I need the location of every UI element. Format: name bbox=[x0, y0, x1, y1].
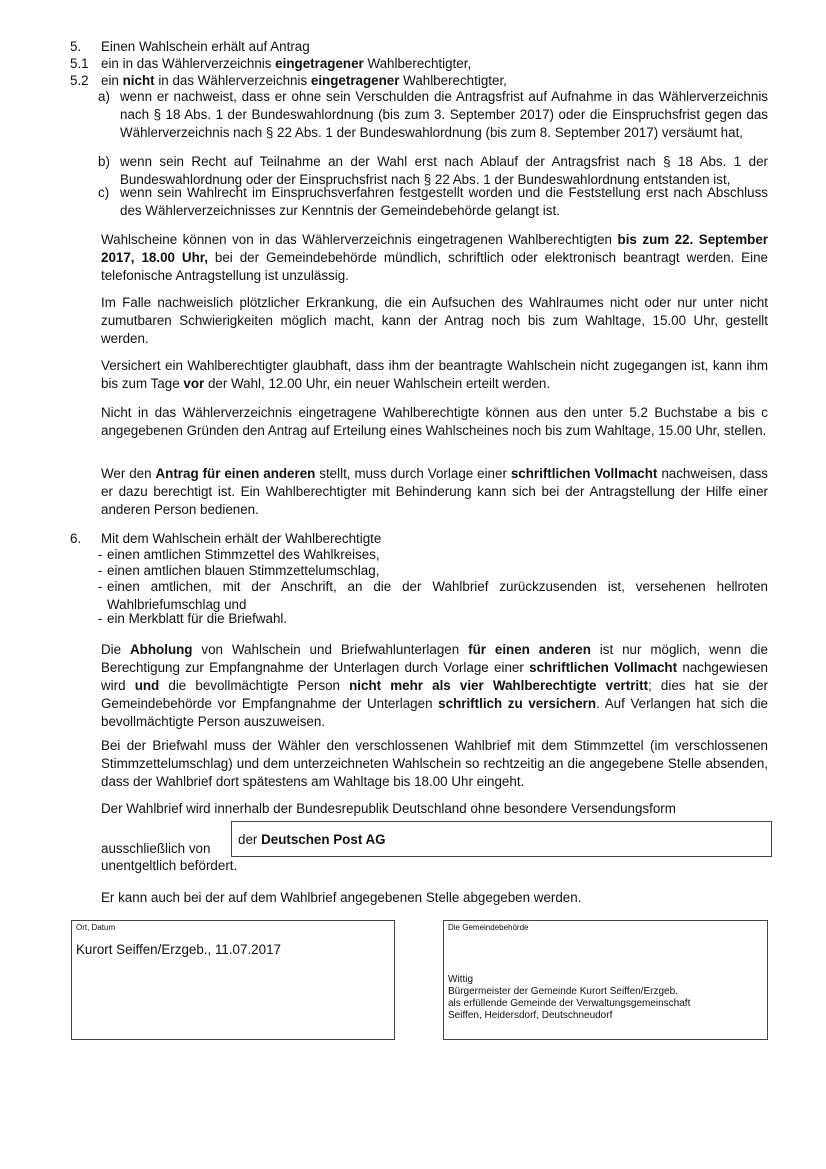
paragraph-drop-off: Er kann auch bei der auf dem Wahlbrief angegebenen Stelle abgegeben werden. bbox=[101, 890, 582, 905]
item-label-c: c) bbox=[98, 185, 110, 200]
carrier-text: der Deutschen Post AG bbox=[238, 832, 386, 847]
paragraph-delivery: Der Wahlbrief wird innerhalb der Bundesrepublik Deutschland ohne besondere Versendungsform bbox=[101, 801, 676, 816]
item-text-b: wenn sein Recht auf Teilnahme an der Wahl erst nach Ablauf der Antragsfrist nach § 18 Abs. 1 der Bundeswahlordnung oder der Einspruchsfrist nach § 22 Abs. 1 der Bundeswahlordnung entstanden ist, bbox=[120, 154, 768, 187]
place-date-box bbox=[71, 920, 395, 1040]
paragraph-not-registered: Nicht in das Wählerverzeichnis eingetragene Wahlberechtigte können aus den unter 5.2 Buchstabe a bis c angegebenen Gründen den Antrag auf Erteilung eines Wahlscheines noch bis zum Wahltage, 15.00 Uhr, stellen. bbox=[101, 405, 768, 438]
section-number: 5. bbox=[70, 39, 82, 54]
signatory-title: Bürgermeister der Gemeinde Kurort Seiffen/Erzgeb. bbox=[448, 986, 678, 997]
authority-box bbox=[443, 920, 768, 1040]
section-text: ein in das Wählerverzeichnis eingetragener Wahlberechtigter, bbox=[101, 56, 472, 71]
paragraph-deadline: Wahlscheine können von in das Wählerverzeichnis eingetragenen Wahlberechtigten bis zum 22. September 2017, 18.00 Uhr, bei der Gemeindebehörde mündlich, schriftlich oder elektronisch beantragt werden. Eine telefonische Antragstellung ist unzulässig. bbox=[101, 232, 768, 283]
paragraph-illness: Im Falle nachweislich plötzlicher Erkrankung, die ein Aufsuchen des Wahlraumes nicht oder nur unter nicht zumutbaren Schwierigkeiten möglich macht, kann der Antrag noch bis zum Wahltage, 15.00 Uhr, gestellt werden. bbox=[101, 295, 768, 346]
section-title: Einen Wahlschein erhält auf Antrag bbox=[101, 39, 310, 54]
dash-item-envelope: einen amtlichen blauen Stimmzettelumschlag, bbox=[107, 563, 380, 578]
paragraph-replacement: Versichert ein Wahlberechtigter glaubhaft, dass ihm der beantragte Wahlschein nicht zugegangen ist, kann ihm bis zum Tage vor der Wahl, 12.00 Uhr, ein neuer Wahlschein erteilt werden. bbox=[101, 358, 768, 391]
paragraph-postal-vote: Bei der Briefwahl muss der Wähler den verschlossenen Wahlbrief mit dem Stimmzettel (im verschlossenen Stimmzettelumschlag) und dem unterzeichneten Wahlschein so rechtzeitig an die angegebene Stelle absenden, dass der Wahlbrief dort spätestens am Wahltage bis 18.00 Uhr eingeht. bbox=[101, 738, 768, 789]
free-delivery-text: unentgeltlich befördert. bbox=[101, 858, 238, 873]
signatory-name: Wittig bbox=[448, 974, 473, 985]
dash-bullet: - bbox=[98, 579, 103, 594]
section-text: ein nicht in das Wählerverzeichnis eingetragener Wahlberechtigter, bbox=[101, 73, 507, 88]
item-text-a: wenn er nachweist, dass er ohne sein Verschulden die Antragsfrist auf Aufnahme in das Wählerverzeichnis nach § 18 Abs. 1 der Bundeswahlordnung (bis zum 3. September 2017) oder die Einspruchsfrist gegen das Wählerverzeichnis nach § 22 Abs. 1 der Bundeswahlordnung (bis zum 8. September 2017) versäumt hat, bbox=[120, 89, 768, 140]
paragraph-pickup: Die Abholung von Wahlschein und Briefwahlunterlagen für einen anderen ist nur möglich, wenn die Berechtigung zur Empfangnahme der Unterlagen durch Vorlage einer schriftlichen Vollmacht nachgewiesen wird und die bevollmächtigte Person nicht mehr als vier Wahlberechtigte vertritt; dies hat sie der Gemeindebehörde vor Empfangnahme der Unterlagen schriftlich zu versichern. Auf Verlangen hat sich die bevollmächtigte Person auszuweisen. bbox=[101, 642, 769, 729]
place-date-label: Ort, Datum bbox=[76, 923, 116, 932]
section-number: 6. bbox=[70, 531, 82, 546]
item-label-a: a) bbox=[98, 89, 110, 104]
dash-bullet: - bbox=[98, 611, 103, 626]
item-label-b: b) bbox=[98, 154, 110, 169]
signatory-role: als erfüllende Gemeinde der Verwaltungsgemeinschaft bbox=[448, 998, 691, 1009]
dash-item-leaflet: ein Merkblatt für die Briefwahl. bbox=[107, 611, 288, 626]
dash-item-return-envelope: einen amtlichen, mit der Anschrift, an die der Wahlbrief zurückzusenden ist, versehenen hellroten Wahlbriefumschlag und bbox=[107, 579, 768, 612]
dash-item-ballot: einen amtlichen Stimmzettel des Wahlkreises, bbox=[107, 547, 380, 562]
section-number: 5.2 bbox=[70, 73, 89, 88]
signatory-communities: Seiffen, Heidersdorf, Deutschneudorf bbox=[448, 1010, 613, 1021]
authority-label: Die Gemeindebehörde bbox=[448, 923, 529, 932]
dash-bullet: - bbox=[98, 547, 103, 562]
carrier-box bbox=[231, 821, 772, 857]
section-title: Mit dem Wahlschein erhält der Wahlberechtigte bbox=[101, 531, 382, 546]
section-number: 5.1 bbox=[70, 56, 89, 71]
exclusively-by-text: ausschließlich von bbox=[101, 841, 211, 856]
place-date-value: Kurort Seiffen/Erzgeb., 11.07.2017 bbox=[76, 942, 281, 957]
paragraph-proxy: Wer den Antrag für einen anderen stellt, muss durch Vorlage einer schriftlichen Vollmacht nachweisen, dass er dazu berechtigt ist. Ein Wahlberechtigter mit Behinderung kann sich bei der Antragstellung der Hilfe einer anderen Person bedienen. bbox=[101, 466, 768, 517]
dash-bullet: - bbox=[98, 563, 103, 578]
item-text-c: wenn sein Wahlrecht im Einspruchsverfahren festgestellt worden und die Feststellung erst nach Abschluss des Wählerverzeichnisses zur Kenntnis der Gemeindebehörde gelangt ist. bbox=[120, 185, 768, 218]
